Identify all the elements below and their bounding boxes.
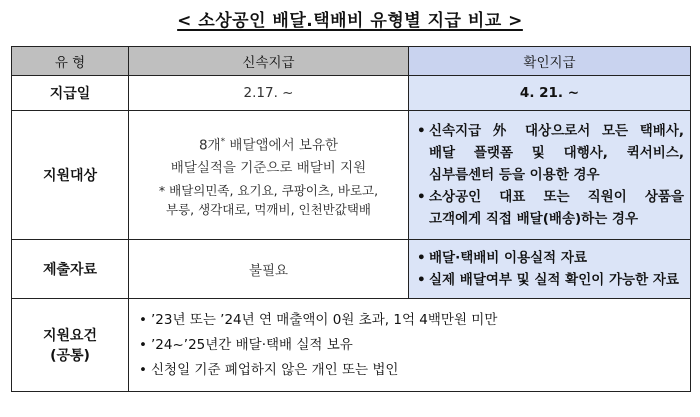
row-label-eligibility: 지원대상 [12, 111, 129, 240]
table-row-documents [12, 240, 691, 299]
row-label-payment-date: 지급일 [12, 76, 129, 111]
page-title-text: < 소상공인 배달.택배비 유형별 지급 비교 > [177, 11, 523, 31]
list-item-continuation: 배달 플랫폼 및 대행사, 퀵서비스, [429, 145, 684, 161]
app-list-note-line1: * 배달의민족, 요기요, 쿠팡이츠, 바로고, [158, 182, 379, 198]
row-label-documents: 제출자료 [12, 240, 129, 299]
table-row-eligibility [12, 111, 691, 240]
table-row-payment-date [12, 76, 691, 111]
fast-payment-date: 2.17. ~ [129, 76, 409, 111]
app-list-note-line2: 부릉, 생각대로, 먹깨비, 인천반값택배 [166, 201, 371, 217]
header-type: 유 형 [12, 47, 129, 76]
list-item-continuation: 고객에게 직접 배달(배송)하는 경우 [429, 211, 639, 227]
header-fast-payment: 신속지급 [129, 47, 409, 76]
fast-eligibility-line2: 배달실적을 기준으로 배달비 지원 [170, 159, 367, 176]
row-label-requirements [12, 299, 129, 392]
comparison-table [11, 46, 691, 392]
footnote-mark: * [220, 137, 226, 148]
list-item: • 실제 배달여부 및 실적 확인이 가능한 자료 [417, 269, 684, 291]
table-header-row [12, 47, 691, 76]
verified-documents-list [409, 247, 690, 291]
row-label-requirements-line1: 지원요건 [42, 328, 98, 344]
list-item: • ’23년 또는 ’24년 연 매출액이 0원 초과, 1억 4백만원 미만 [139, 308, 690, 333]
verified-payment-eligibility [409, 111, 691, 240]
list-item-continuation: 심부름센터 등을 이용한 경우 [429, 167, 600, 183]
fast-payment-documents: 불필요 [129, 240, 409, 299]
app-list-note [129, 181, 408, 219]
row-label-requirements-line2: (공통) [50, 348, 90, 364]
requirements-list [129, 308, 690, 383]
list-item: • 소상공인 대표 또는 직원이 상품을 [417, 186, 684, 208]
common-requirements [129, 299, 691, 392]
list-item: • 배달·택배비 이용실적 자료 [417, 247, 684, 269]
list-item: • ’24~’25년간 배달·택배 실적 보유 [139, 333, 690, 358]
fast-eligibility-line1: 8개* 배달앱에서 보유한 [198, 137, 339, 154]
page-title [0, 6, 700, 31]
table-row-requirements [12, 299, 691, 392]
list-item: • 신속지급 外 대상으로서 모든 택배사, [417, 120, 684, 142]
verified-payment-date: 4. 21. ~ [409, 76, 691, 111]
verified-payment-documents [409, 240, 691, 299]
header-verified-payment: 확인지급 [409, 47, 691, 76]
list-item: • 신청일 기준 폐업하지 않은 개인 또는 법인 [139, 358, 690, 383]
verified-eligibility-list [409, 120, 690, 230]
fast-eligibility-text [129, 131, 408, 179]
fast-payment-eligibility [129, 111, 409, 240]
